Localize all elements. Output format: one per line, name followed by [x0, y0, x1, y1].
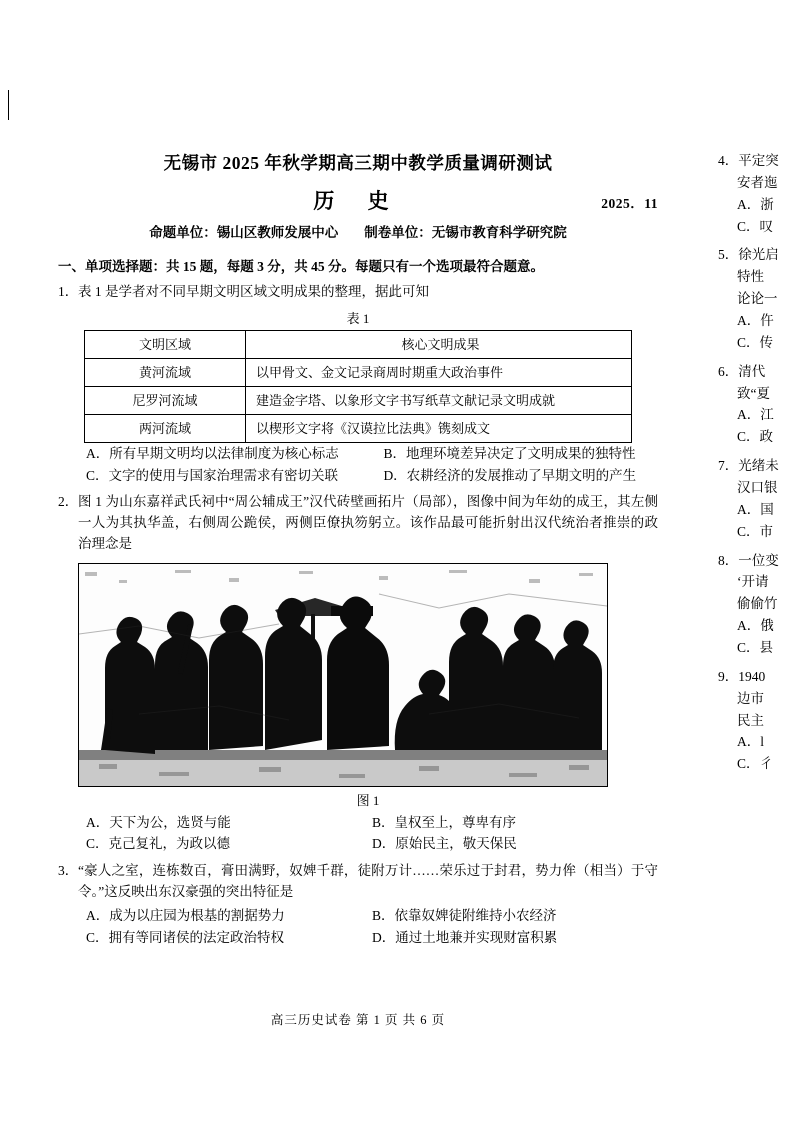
question-7-text-2: 汉口银 — [737, 480, 778, 496]
question-1-option-c: C．文字的使用与国家治理需求有密切关联 — [86, 467, 339, 483]
question-2 — [58, 492, 658, 555]
question-5-text-3: 论论一 — [737, 291, 778, 307]
question-6-partial — [718, 361, 794, 448]
question-3-number: 3． — [58, 863, 79, 879]
question-4-text-1: 平定突 — [738, 153, 779, 168]
question-5-line-1 — [718, 244, 794, 266]
table-cell-region: 黄河流域 — [85, 358, 246, 386]
question-1-stem: 表 1 是学者对不同早期文明区域文明成果的整理，据此可知 — [78, 284, 429, 299]
question-5-number: 5． — [718, 247, 739, 263]
question-6-text-1: 清代 — [738, 363, 766, 379]
table-1-caption: 表 1 — [346, 310, 370, 326]
question-6-line-1 — [718, 361, 794, 383]
question-1-number: 1． — [58, 284, 79, 299]
table-cell-achievement: 以甲骨文、金文记录商周时期重大政治事件 — [246, 358, 632, 386]
table-cell-achievement: 建造金字塔、以象形文字书写纸草文献记录文明成就 — [246, 386, 632, 414]
question-9-text-3: 民主 — [737, 712, 764, 728]
question-3-stem: “豪人之室，连栋数百，膏田满野，奴婢千群，徒附万计……荣乐过于封君，势力侔（相当）于守令。”这反映出东汉豪强的突出特征是 — [78, 863, 658, 899]
subject-row — [58, 185, 658, 215]
question-7-number: 7． — [718, 458, 739, 474]
question-2-option-c: C．克己复礼，为政以德 — [86, 836, 231, 852]
printing-unit: 制卷单位：无锡市教育科学研究院 — [364, 225, 567, 240]
question-2-stem: 图 1 为山东嘉祥武氏祠中“周公辅成王”汉代砖壁画拓片（局部），图像中间为年幼的成王，其左侧一人为其执华盖，右侧周公跪侯，两侧臣僚执笏躬立。该作品最可能折射出汉代统治者推崇的政治理念是 — [78, 494, 658, 551]
figure-1-image — [78, 563, 608, 787]
section-1-heading: 一、单项选择题：共 15 题，每题 3 分，共 45 分。每题只有一个选项最符合题意。 — [58, 259, 544, 274]
question-2-options-row-1 — [58, 812, 658, 834]
question-3-options-row-1 — [58, 905, 658, 927]
question-4-option-a: A．浙 — [737, 196, 774, 212]
question-1-option-b: B．地理环境差异决定了文明成果的独特性 — [383, 445, 636, 461]
right-column-partial — [718, 150, 794, 782]
question-6-number: 6． — [718, 363, 739, 379]
question-9-partial — [718, 666, 794, 775]
question-5-partial — [718, 244, 794, 353]
question-3-options-row-2 — [58, 927, 658, 949]
page-footer: 高三历史试卷 第 1 页 共 6 页 — [270, 1013, 446, 1027]
question-2-number: 2． — [58, 494, 79, 510]
table-cell-achievement: 以楔形文字将《汉谟拉比法典》镌刻成文 — [246, 414, 632, 442]
question-9-line-1 — [718, 666, 794, 688]
question-3-option-c: C．拥有等同诸侯的法定政治特权 — [86, 929, 285, 945]
question-1-option-a: A．所有早期文明均以法律制度为核心标志 — [86, 445, 339, 461]
question-4-number: 4． — [718, 153, 739, 168]
main-column — [58, 150, 658, 948]
question-6-option-a: A．江 — [737, 407, 774, 423]
question-2-option-a: A．天下为公，选贤与能 — [86, 814, 231, 830]
question-2-option-d: D．原始民主，敬天保民 — [372, 836, 517, 852]
question-8-line-1 — [718, 550, 794, 572]
question-9-text-1: 1940 — [738, 668, 766, 684]
question-9-option-c: C．彳 — [737, 756, 774, 772]
figure-1-wrapper — [58, 563, 658, 787]
question-7-option-c: C．市 — [737, 523, 774, 539]
question-9-text-2: 边市 — [737, 690, 764, 706]
question-8-text-3: 偷偷竹 — [737, 596, 778, 612]
question-1-options-row-1 — [58, 443, 658, 465]
page-edge-mark — [8, 90, 9, 120]
question-8-text-2: ‘开请 — [737, 574, 769, 590]
units-line — [58, 221, 658, 241]
page-title: 无锡市 2025 年秋学期高三期中教学质量调研测试 — [163, 153, 553, 173]
table-header-row — [85, 330, 632, 358]
question-4-line-1 — [718, 150, 794, 172]
question-7-text-1: 光绪未 — [738, 458, 779, 474]
exam-date: 2025．11 — [601, 196, 658, 211]
subject-name: 历 史 — [313, 189, 403, 213]
question-5-text-2: 特性 — [737, 269, 764, 285]
question-7-line-1 — [718, 455, 794, 477]
question-8-option-a: A．俄 — [737, 618, 774, 634]
question-5-text-1: 徐光启 — [738, 247, 779, 263]
question-1 — [58, 282, 658, 303]
question-8-option-c: C．县 — [737, 640, 774, 656]
table-row — [85, 414, 632, 442]
question-9-option-a: A．l — [737, 734, 764, 750]
question-7-partial — [718, 455, 794, 542]
proposing-unit: 命题单位：锡山区教师发展中心 — [149, 225, 339, 240]
question-3-option-a: A．成为以庄园为根基的割据势力 — [86, 907, 285, 923]
question-6-text-2: 致“夏 — [737, 385, 770, 401]
question-2-option-b: B．皇权至上，尊卑有序 — [372, 814, 517, 830]
question-1-option-d: D．农耕经济的发展推动了早期文明的产生 — [383, 467, 637, 483]
table-header-region: 文明区域 — [85, 330, 246, 358]
question-6-option-c: C．政 — [737, 429, 774, 445]
table-row — [85, 386, 632, 414]
question-2-options-row-2 — [58, 833, 658, 855]
question-4-option-c: C．叹 — [737, 218, 774, 234]
table-header-achievement: 核心文明成果 — [246, 330, 632, 358]
table-cell-region: 两河流域 — [85, 414, 246, 442]
question-4-partial — [718, 150, 794, 237]
question-3 — [58, 861, 658, 903]
question-8-text-1: 一位变 — [738, 552, 779, 568]
question-9-number: 9． — [718, 668, 739, 684]
question-3-option-b: B．依靠奴婢徒附维持小农经济 — [372, 907, 557, 923]
civilization-table — [84, 330, 632, 443]
table-row — [85, 358, 632, 386]
question-3-option-d: D．通过土地兼并实现财富积累 — [372, 929, 558, 945]
han-dynasty-rubbing-illustration — [79, 564, 607, 786]
question-4-text-2: 安者迤 — [737, 174, 778, 190]
question-8-partial — [718, 550, 794, 659]
table-cell-region: 尼罗河流域 — [85, 386, 246, 414]
question-5-option-a: A．仵 — [737, 313, 774, 329]
figure-1-caption: 图 1 — [356, 792, 380, 808]
question-7-option-a: A．国 — [737, 501, 774, 517]
question-8-number: 8． — [718, 552, 739, 568]
question-1-options-row-2 — [58, 465, 658, 487]
question-5-option-c: C．传 — [737, 334, 774, 350]
